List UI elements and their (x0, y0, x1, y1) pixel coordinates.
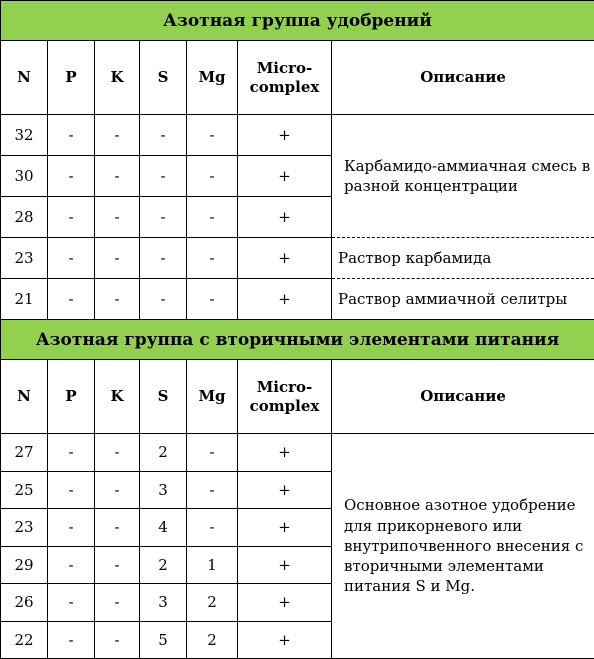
table-cell: + (238, 197, 332, 238)
column-header-k: K (95, 360, 140, 434)
table-cell: - (48, 197, 95, 238)
table-cell: + (238, 115, 332, 156)
table-row (1, 238, 594, 279)
column-header-description: Описание (332, 41, 594, 115)
table-cell: 23 (1, 509, 48, 547)
column-header-mg: Mg (187, 41, 238, 115)
table-cell: - (140, 279, 187, 320)
column-header-s: S (140, 360, 187, 434)
table-cell: - (48, 621, 95, 659)
table-row (1, 279, 594, 320)
column-header-micro-complex: Micro-complex (238, 360, 332, 434)
table-cell: - (48, 509, 95, 547)
column-header-n: N (1, 360, 48, 434)
table-cell: - (95, 471, 140, 509)
description-cell: Раствор аммиачной селитры (332, 279, 594, 320)
table-cell: 26 (1, 584, 48, 622)
table-cell: 2 (140, 434, 187, 472)
table-cell: - (140, 156, 187, 197)
column-header-micro-complex: Micro-complex (238, 41, 332, 115)
table-cell: 32 (1, 115, 48, 156)
table-cell: - (95, 434, 140, 472)
table-cell: + (238, 156, 332, 197)
table-row (1, 434, 594, 472)
description-cell: Основное азотное удобрение для прикорневого или внутрипочвенного внесения с вторичными элементами питания S и Mg. (332, 434, 594, 659)
table-cell: - (187, 434, 238, 472)
table-cell: - (48, 471, 95, 509)
column-header-k: K (95, 41, 140, 115)
table-cell: + (238, 279, 332, 320)
table-cell: 3 (140, 584, 187, 622)
table-cell: - (140, 238, 187, 279)
table-cell: 2 (187, 584, 238, 622)
section-title-nitrogen: Азотная группа удобрений (1, 1, 594, 41)
table-cell: + (238, 238, 332, 279)
table-cell: + (238, 509, 332, 547)
table-cell: - (187, 238, 238, 279)
column-header-n: N (1, 41, 48, 115)
table-cell: 2 (140, 546, 187, 584)
table-cell: - (95, 156, 140, 197)
table-cell: - (187, 279, 238, 320)
table-cell: - (187, 509, 238, 547)
column-header-description: Описание (332, 360, 594, 434)
table-cell: - (95, 546, 140, 584)
table-cell: - (95, 279, 140, 320)
description-cell: Карбамидо-аммиачная смесь в разной концентрации (332, 115, 594, 238)
table-cell: + (238, 471, 332, 509)
section2-header-row (1, 360, 594, 434)
table-cell: - (95, 238, 140, 279)
table-cell: - (187, 471, 238, 509)
table-row (1, 115, 594, 156)
table-cell: - (187, 115, 238, 156)
table-cell: 27 (1, 434, 48, 472)
table-cell: - (48, 238, 95, 279)
table-cell: 5 (140, 621, 187, 659)
table-cell: - (48, 546, 95, 584)
table-cell: 2 (187, 621, 238, 659)
column-header-mg: Mg (187, 360, 238, 434)
table-cell: + (238, 621, 332, 659)
table-cell: 4 (140, 509, 187, 547)
table-cell: 29 (1, 546, 48, 584)
section-title-secondary-elements-row (1, 320, 594, 360)
column-header-p: P (48, 41, 95, 115)
table-cell: - (48, 115, 95, 156)
table-cell: + (238, 434, 332, 472)
table-cell: + (238, 546, 332, 584)
table-cell: - (187, 156, 238, 197)
table-cell: - (48, 279, 95, 320)
table-cell: - (48, 156, 95, 197)
table-cell: 25 (1, 471, 48, 509)
table-cell: - (187, 197, 238, 238)
table-cell: 22 (1, 621, 48, 659)
section-title-secondary-elements: Азотная группа с вторичными элементами питания (1, 320, 594, 360)
table-cell: + (238, 584, 332, 622)
table-cell: - (95, 621, 140, 659)
table-cell: - (95, 197, 140, 238)
table-cell: - (140, 197, 187, 238)
table-cell: 3 (140, 471, 187, 509)
table-cell: 23 (1, 238, 48, 279)
table-cell: - (48, 584, 95, 622)
table-cell: 21 (1, 279, 48, 320)
section1-header-row (1, 41, 594, 115)
table-cell: - (48, 434, 95, 472)
table-cell: 1 (187, 546, 238, 584)
table-cell: - (95, 584, 140, 622)
table-cell: - (140, 115, 187, 156)
column-header-s: S (140, 41, 187, 115)
section-title-nitrogen-row (1, 1, 594, 41)
description-cell: Раствор карбамида (332, 238, 594, 279)
table-cell: 30 (1, 156, 48, 197)
column-header-p: P (48, 360, 95, 434)
table-cell: - (95, 115, 140, 156)
table-cell: 28 (1, 197, 48, 238)
table-cell: - (95, 509, 140, 547)
